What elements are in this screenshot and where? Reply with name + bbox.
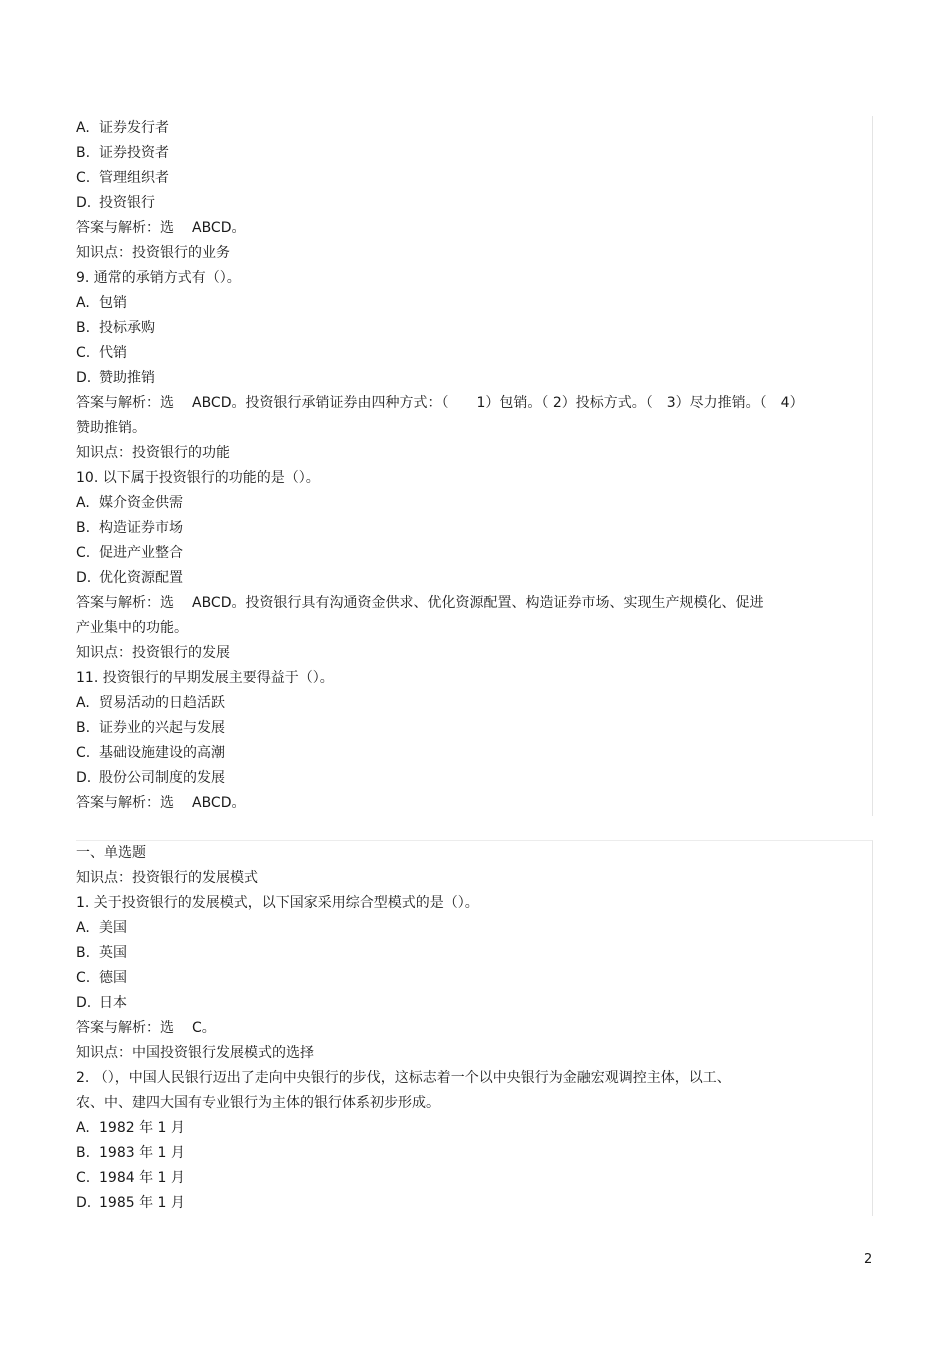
text-line: 知识点：投资银行的发展	[76, 645, 230, 661]
option-text: 日本	[99, 995, 127, 1011]
text-line: 产业集中的功能。	[76, 620, 188, 636]
option-line	[76, 516, 872, 541]
answer-line	[76, 391, 872, 416]
option-letter: D.	[76, 370, 92, 386]
page-number: 2	[864, 1252, 873, 1267]
option-letter: D.	[76, 1195, 92, 1211]
option-text: 1984 年 1 月	[99, 1170, 185, 1186]
option-line	[76, 716, 872, 741]
option-line	[76, 741, 872, 766]
option-text: 德国	[99, 970, 127, 986]
option-letter: A.	[76, 695, 90, 711]
text-line: 知识点：投资银行的功能	[76, 445, 230, 461]
option-letter: D.	[76, 195, 92, 211]
option-text: 证券投资者	[99, 145, 169, 161]
text-line: 知识点：中国投资银行发展模式的选择	[76, 1045, 314, 1061]
option-letter: A.	[76, 495, 90, 511]
option-letter: B.	[76, 320, 91, 336]
text-line: 1. 关于投资银行的发展模式，以下国家采用综合型模式的是（）。	[76, 895, 479, 911]
option-letter: C.	[76, 170, 91, 186]
option-letter: B.	[76, 145, 91, 161]
option-line	[76, 691, 872, 716]
option-text: 管理组织者	[99, 170, 169, 186]
option-letter: C.	[76, 345, 91, 361]
text-line: 农、中、建四大国有专业银行为主体的银行体系初步形成。	[76, 1095, 440, 1111]
text-line: 赞助推销。	[76, 420, 146, 436]
option-letter: A.	[76, 120, 90, 136]
answer-text: ABCD。投资银行承销证券由四种方式：（ 1）包销。（ 2）投标方式。（ 3）尽力推销。（ 4）	[192, 395, 804, 411]
option-text: 基础设施建设的高潮	[99, 745, 225, 761]
option-line	[76, 291, 872, 316]
option-letter: B.	[76, 1145, 91, 1161]
option-text: 媒介资金供需	[99, 495, 183, 511]
option-text: 美国	[99, 920, 127, 936]
option-line	[76, 766, 872, 791]
option-letter: A.	[76, 1120, 90, 1136]
answer-line	[76, 216, 872, 241]
option-letter: B.	[76, 945, 91, 961]
option-letter: D.	[76, 570, 92, 586]
option-line	[76, 541, 872, 566]
option-line	[76, 366, 872, 391]
option-line	[76, 1166, 872, 1191]
option-line	[76, 491, 872, 516]
option-line	[76, 1141, 872, 1166]
answer-prefix: 答案与解析：选	[76, 795, 174, 811]
option-letter: C.	[76, 1170, 91, 1186]
option-line	[76, 141, 872, 166]
option-text: 证券发行者	[99, 120, 169, 136]
option-letter: B.	[76, 520, 91, 536]
answer-text: ABCD。投资银行具有沟通资金供求、优化资源配置、构造证券市场、实现生产规模化、促进	[192, 595, 764, 611]
option-letter: C.	[76, 545, 91, 561]
option-text: 1982 年 1 月	[99, 1120, 185, 1136]
option-line	[76, 191, 872, 216]
answer-text: ABCD。	[192, 220, 246, 236]
option-text: 投资银行	[99, 195, 155, 211]
text-line: 11. 投资银行的早期发展主要得益于（）。	[76, 670, 334, 686]
answer-line	[76, 1016, 872, 1041]
option-text: 代销	[99, 345, 127, 361]
question-block-2	[76, 840, 873, 1216]
option-line	[76, 991, 872, 1016]
option-line	[76, 166, 872, 191]
option-text: 赞助推销	[99, 370, 155, 386]
answer-prefix: 答案与解析：选	[76, 1020, 174, 1036]
text-line: 一、单选题	[76, 845, 146, 861]
option-text: 优化资源配置	[99, 570, 183, 586]
text-line: 知识点：投资银行的发展模式	[76, 870, 258, 886]
answer-text: C。	[192, 1020, 216, 1036]
answer-prefix: 答案与解析：选	[76, 595, 174, 611]
option-line	[76, 116, 872, 141]
option-text: 包销	[99, 295, 127, 311]
option-text: 股份公司制度的发展	[99, 770, 225, 786]
text-line: 10. 以下属于投资银行的功能的是（）。	[76, 470, 320, 486]
answer-text: ABCD。	[192, 795, 246, 811]
option-letter: B.	[76, 720, 91, 736]
option-line	[76, 941, 872, 966]
option-text: 贸易活动的日趋活跃	[99, 695, 225, 711]
option-letter: C.	[76, 745, 91, 761]
option-text: 促进产业整合	[99, 545, 183, 561]
option-letter: A.	[76, 295, 90, 311]
option-letter: D.	[76, 995, 92, 1011]
option-line	[76, 316, 872, 341]
option-letter: D.	[76, 770, 92, 786]
text-line: 9. 通常的承销方式有（）。	[76, 270, 241, 286]
option-text: 投标承购	[99, 320, 155, 336]
option-text: 英国	[99, 945, 127, 961]
answer-line	[76, 791, 872, 816]
option-text: 构造证券市场	[99, 520, 183, 536]
option-line	[76, 341, 872, 366]
option-letter: A.	[76, 920, 90, 936]
answer-line	[76, 591, 872, 616]
text-line: 知识点：投资银行的业务	[76, 245, 230, 261]
answer-prefix: 答案与解析：选	[76, 220, 174, 236]
option-line	[76, 566, 872, 591]
option-line	[76, 966, 872, 991]
option-letter: C.	[76, 970, 91, 986]
text-line: 2. （），中国人民银行迈出了走向中央银行的步伐，这标志着一个以中央银行为金融宏观调控主体，以工、	[76, 1070, 731, 1086]
option-text: 1983 年 1 月	[99, 1145, 185, 1161]
option-text: 1985 年 1 月	[99, 1195, 185, 1211]
answer-prefix: 答案与解析：选	[76, 395, 174, 411]
option-line	[76, 1116, 872, 1141]
option-line	[76, 916, 872, 941]
option-text: 证券业的兴起与发展	[99, 720, 225, 736]
option-line	[76, 1191, 872, 1216]
question-block-1	[76, 116, 873, 816]
